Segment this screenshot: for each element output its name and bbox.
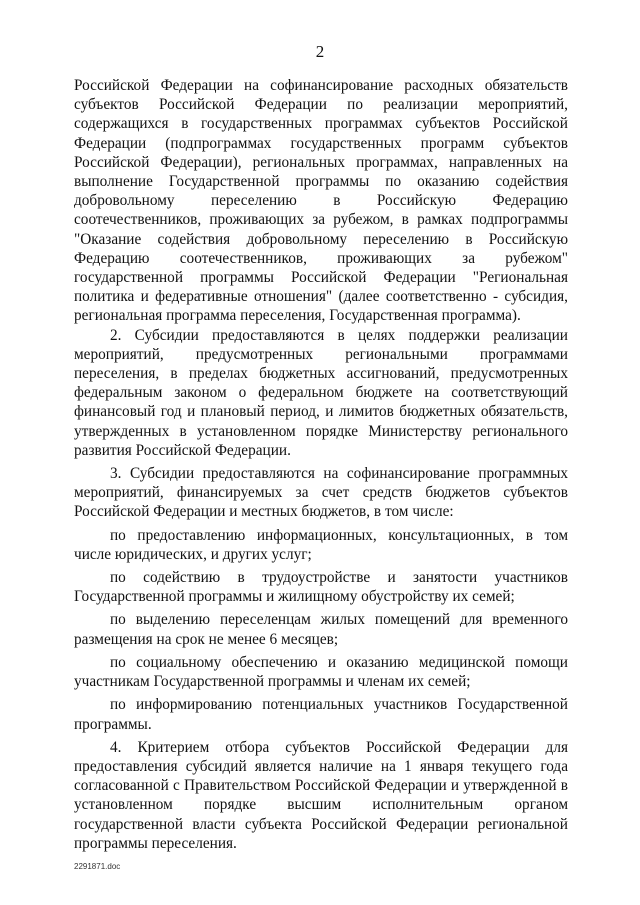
footer-file-name: 2291871.doc — [74, 862, 121, 871]
list-item-housing: по выделению переселенцам жилых помещений для временного размещения на срок не менее 6 месяцев; — [74, 611, 568, 648]
paragraph-1-continuation: Российской Федерации на софинансирование расходных обязательств субъектов Российской Федерации по реализации мероприятий, содержащихся в государственных программах субъектов Российской Федерации (подпрограммах государственных программ субъектов Российской Федерации), региональных программах, направленных на выполнение Государственной программы по оказанию содействия добровольному переселению в Российскую Федерацию соотечественников, проживающих за рубежом, в рамках подпрограммы "Оказание содействия добровольному переселению в Российскую Федерацию соотечественников, проживающих за рубежом" государственной программы Российской Федерации "Региональная политика и федеративные отношения" (далее соответственно - субсидия, региональная программа переселения, Государственная программа). — [74, 77, 568, 325]
paragraph-4: 4. Критерием отбора субъектов Российской Федерации для предоставления субсидий является наличие на 1 января текущего года согласованной с Правительством Российской Федерации и утвержденной в установленном порядке высшим исполнительным органом государственной власти субъекта Российской Федерации региональной программы переселения. — [74, 738, 568, 852]
list-item-employment: по содействию в трудоустройстве и занятости участников Государственной программы и жилищному обустройству их семей; — [74, 569, 568, 606]
paragraph-3: 3. Субсидии предоставляются на софинансирование программных мероприятий, финансируемых за счет средств бюджетов субъектов Российской Федерации и местных бюджетов, в том числе: — [74, 465, 568, 521]
list-item-information-services: по предоставлению информационных, консультационных, в том числе юридических, и других услуг; — [74, 526, 568, 563]
document-body — [74, 76, 568, 853]
list-item-medical-care: по социальному обеспечению и оказанию медицинской помощи участникам Государственной программы и членам их семей; — [74, 653, 568, 691]
paragraph-2: 2. Субсидии предоставляются в целях поддержки реализации мероприятий, предусмотренных региональными программами переселения, в пределах бюджетных ассигнований, предусмотренных федеральным законом о федеральном бюджете на соответствующий финансовый год и плановый период, и лимитов бюджетных обязательств, утвержденных в установленном порядке Министерству регионального развития Российской Федерации. — [74, 326, 568, 459]
page-number: 2 — [315, 42, 325, 61]
list-item-informing: по информированию потенциальных участников Государственной программы. — [74, 696, 568, 733]
